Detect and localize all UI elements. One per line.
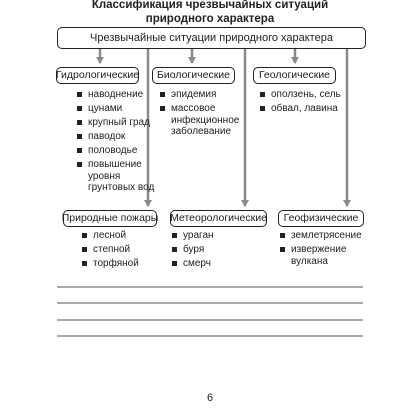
category-box-biological: Биологические <box>152 67 235 84</box>
list-item: наводнение <box>77 89 157 101</box>
list-item: паводок <box>77 131 157 143</box>
fires-list <box>82 230 152 272</box>
geophysical-list <box>280 230 370 270</box>
root-box: Чрезвычайные ситуации природного характера <box>57 27 366 49</box>
list-item: степной <box>82 244 152 256</box>
list-item: массовое инфекционное заболевание <box>160 103 240 138</box>
list-item: лесной <box>82 230 152 242</box>
list-item: крупный град <box>77 117 157 129</box>
list-item: обвал, лавина <box>260 103 350 115</box>
list-item: оползень, сель <box>260 89 350 101</box>
title-line-1: Классификация чрезвычайных ситуаций <box>91 0 329 11</box>
hydrological-list <box>77 89 157 196</box>
category-box-fires: Природные пожары <box>63 210 157 227</box>
category-box-meteorological: Метеорологические <box>170 210 267 227</box>
meteorological-list <box>172 230 242 272</box>
list-item: цунами <box>77 103 157 115</box>
list-item: торфяной <box>82 258 152 270</box>
list-item: землетрясение <box>280 230 370 242</box>
category-box-geological: Геологические <box>253 67 336 84</box>
list-item: ураган <box>172 230 242 242</box>
list-item: извержение вулкана <box>280 244 370 267</box>
biological-list <box>160 89 240 140</box>
title-line-2: природного характера <box>145 12 275 25</box>
list-item: эпидемия <box>160 89 240 101</box>
category-box-geophysical: Геофизические <box>278 210 364 227</box>
geological-list <box>260 89 350 117</box>
list-item: буря <box>172 244 242 256</box>
category-box-hydrological: Гидрологические <box>56 67 139 84</box>
list-item: половодье <box>77 145 157 157</box>
list-item: повышение уровня грунтовых вод <box>77 159 157 194</box>
list-item: смерч <box>172 258 242 270</box>
page-number: 6 <box>206 392 214 404</box>
